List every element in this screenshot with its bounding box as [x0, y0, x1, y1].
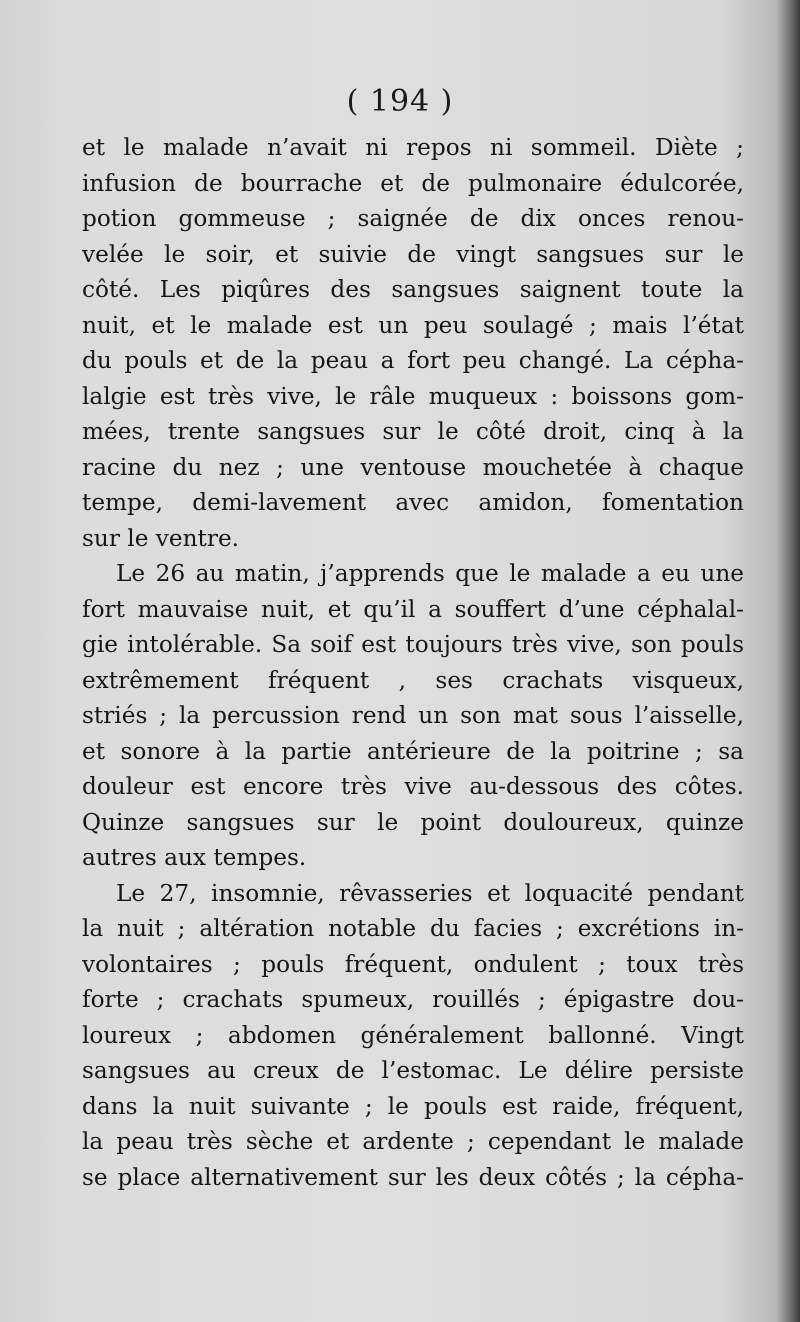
text-line: velée le soir, et suivie de vingt sangsues sur le — [82, 240, 744, 268]
text-line: Le 27, insomnie, rêvasseries et loquacité pendant — [116, 879, 744, 907]
text-line: la nuit ; altération notable du facies ; excrétions in- — [82, 915, 744, 942]
text-line: et sonore à la partie antérieure de la poitrine ; sa — [82, 737, 744, 765]
page-number: ( 194 ) — [346, 84, 454, 119]
text-line: loureux ; abdomen généralement ballonné. Vingt — [82, 1021, 744, 1049]
text-line: dans la nuit suivante ; le pouls est raide, fréquent, — [82, 1092, 744, 1120]
text-line: extrêmement fréquent , ses crachats visqueux, — [82, 666, 744, 694]
text-line: lalgie est très vive, le râle muqueux : boissons gom- — [82, 382, 744, 410]
text-line: et le malade n’avait ni repos ni sommeil. Diète ; — [82, 134, 744, 161]
text-line: du pouls et de la peau a fort peu changé. La cépha- — [82, 347, 744, 374]
text-line: Quinze sangsues sur le point douloureux, quinze — [82, 808, 744, 836]
text-line: Le 26 au matin, j’apprends que le malade a eu une — [116, 560, 744, 587]
paragraph-1 — [82, 130, 744, 556]
text-line: tempe, demi-lavement avec amidon, fomentation — [82, 489, 744, 516]
page-body — [82, 130, 744, 1195]
text-line: volontaires ; pouls fréquent, ondulent ; toux très — [82, 950, 744, 978]
text-line: infusion de bourrache et de pulmonaire édulcorée, — [82, 169, 744, 197]
text-line: douleur est encore très vive au-dessous des côtes. — [82, 773, 744, 800]
text-line: mées, trente sangsues sur le côté droit, cinq à la — [82, 418, 744, 445]
text-line: se place alternativement sur les deux côtés ; la cépha- — [82, 1163, 744, 1191]
text-line: sur le ventre. — [82, 524, 240, 552]
text-line: potion gommeuse ; saignée de dix onces renou- — [82, 205, 744, 232]
text-line: racine du nez ; une ventouse mouchetée à chaque — [82, 453, 744, 481]
text-line: fort mauvaise nuit, et qu’il a souffert d’une céphalal- — [82, 595, 744, 623]
text-line: forte ; crachats spumeux, rouillés ; épigastre dou- — [82, 986, 744, 1013]
paragraph-3 — [82, 876, 744, 1196]
text-line: gie intolérable. Sa soif est toujours très vive, son pouls — [82, 631, 744, 658]
text-line: striés ; la percussion rend un son mat sous l’aisselle, — [82, 702, 744, 729]
text-line: sangsues au creux de l’estomac. Le délire persiste — [82, 1057, 744, 1084]
text-line: côté. Les piqûres des sangsues saignent toute la — [82, 276, 744, 303]
paragraph-2 — [82, 556, 744, 876]
text-line: la peau très sèche et ardente ; cependant le malade — [82, 1128, 744, 1155]
text-line: nuit, et le malade est un peu soulagé ; mais l’état — [82, 311, 744, 339]
text-line: autres aux tempes. — [82, 844, 307, 871]
